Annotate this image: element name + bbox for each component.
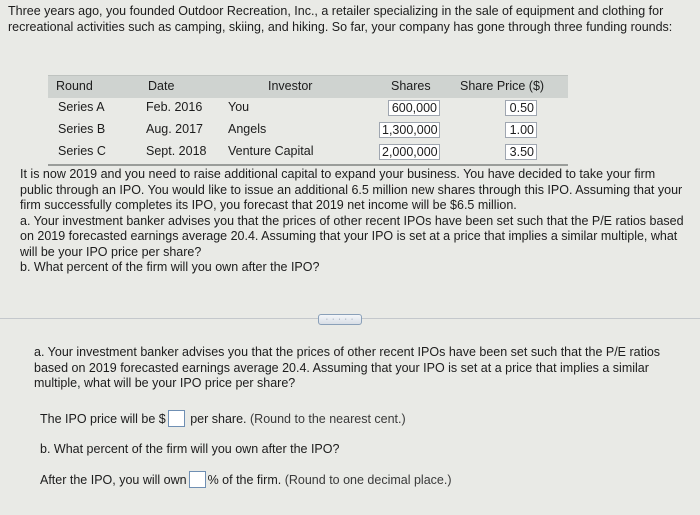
price-cell: 1.00: [505, 122, 537, 138]
date-cell: Feb. 2016: [146, 100, 203, 114]
ipo-price-input[interactable]: [168, 410, 185, 427]
ipo-price-answer: [40, 410, 406, 427]
date-cell: Aug. 2017: [146, 122, 203, 136]
table-header: [48, 75, 568, 98]
table-row: [48, 144, 568, 164]
ipo-price-note: (Round to the nearest cent.): [250, 412, 406, 426]
problem-statement: [20, 167, 688, 276]
answer-question-b: b. What percent of the firm will you own after the IPO?: [40, 442, 340, 456]
question-b: b. What percent of the firm will you own after the IPO?: [20, 260, 320, 274]
funding-table: [48, 75, 568, 166]
expand-button[interactable]: · · · · ·: [318, 314, 362, 325]
question-a: a. Your investment banker advises you that the prices of other recent IPOs have been set such that the P/E ratios based on 2019 forecasted earnings average 20.4. Assuming that your IPO is set at a price that implies a similar multiple, what will be your IPO price per share?: [20, 213, 684, 259]
ipo-price-prefix: The IPO price will be $: [40, 412, 166, 426]
ownership-input[interactable]: [189, 471, 206, 488]
col-date: Date: [148, 79, 175, 93]
shares-cell: 2,000,000: [379, 144, 440, 160]
shares-cell: 1,300,000: [379, 122, 440, 138]
intro-text: Three years ago, you founded Outdoor Recreation, Inc., a retailer specializing in the sale of equipment and clothing for recreational activities such as camping, skiing, and hiking. So far, your company has gone through three funding rounds:: [8, 4, 673, 34]
col-investor: Investor: [268, 79, 313, 93]
investor-cell: Venture Capital: [228, 144, 314, 158]
ownership-prefix: After the IPO, you will own: [40, 473, 187, 487]
date-cell: Sept. 2018: [146, 144, 207, 158]
problem-context: It is now 2019 and you need to raise additional capital to expand your business. You have decided to take your firm public through an IPO. You would like to issue an additional 6.5 million new shares through this IPO. Assuming that your firm successfully completes its IPO, you forecast that 2019 net income will be $6.5 million.: [20, 167, 683, 212]
price-cell: 0.50: [505, 100, 537, 116]
investor-cell: Angels: [228, 122, 267, 136]
table-row: [48, 122, 568, 142]
shares-cell: 600,000: [388, 100, 440, 116]
price-cell: 3.50: [505, 144, 537, 160]
col-share-price: Share Price ($): [460, 79, 545, 93]
ownership-answer: [40, 471, 451, 488]
round-cell: Series B: [58, 122, 106, 136]
round-cell: Series C: [58, 144, 106, 158]
answer-question-a: a. Your investment banker advises you that the prices of other recent IPOs have been set such that the P/E ratios based on 2019 forecasted earnings average 20.4. Assuming that your IPO is set at a price that implies a similar multiple, what will be your IPO price per share?: [34, 345, 661, 390]
ownership-suffix: % of the firm.: [207, 473, 282, 487]
round-cell: Series A: [58, 100, 105, 114]
investor-cell: You: [228, 100, 250, 114]
col-shares: Shares: [391, 79, 431, 93]
col-round: Round: [56, 79, 93, 93]
ownership-note: (Round to one decimal place.): [284, 473, 452, 487]
ipo-price-suffix: per share.: [190, 412, 247, 426]
table-row: [48, 100, 568, 120]
